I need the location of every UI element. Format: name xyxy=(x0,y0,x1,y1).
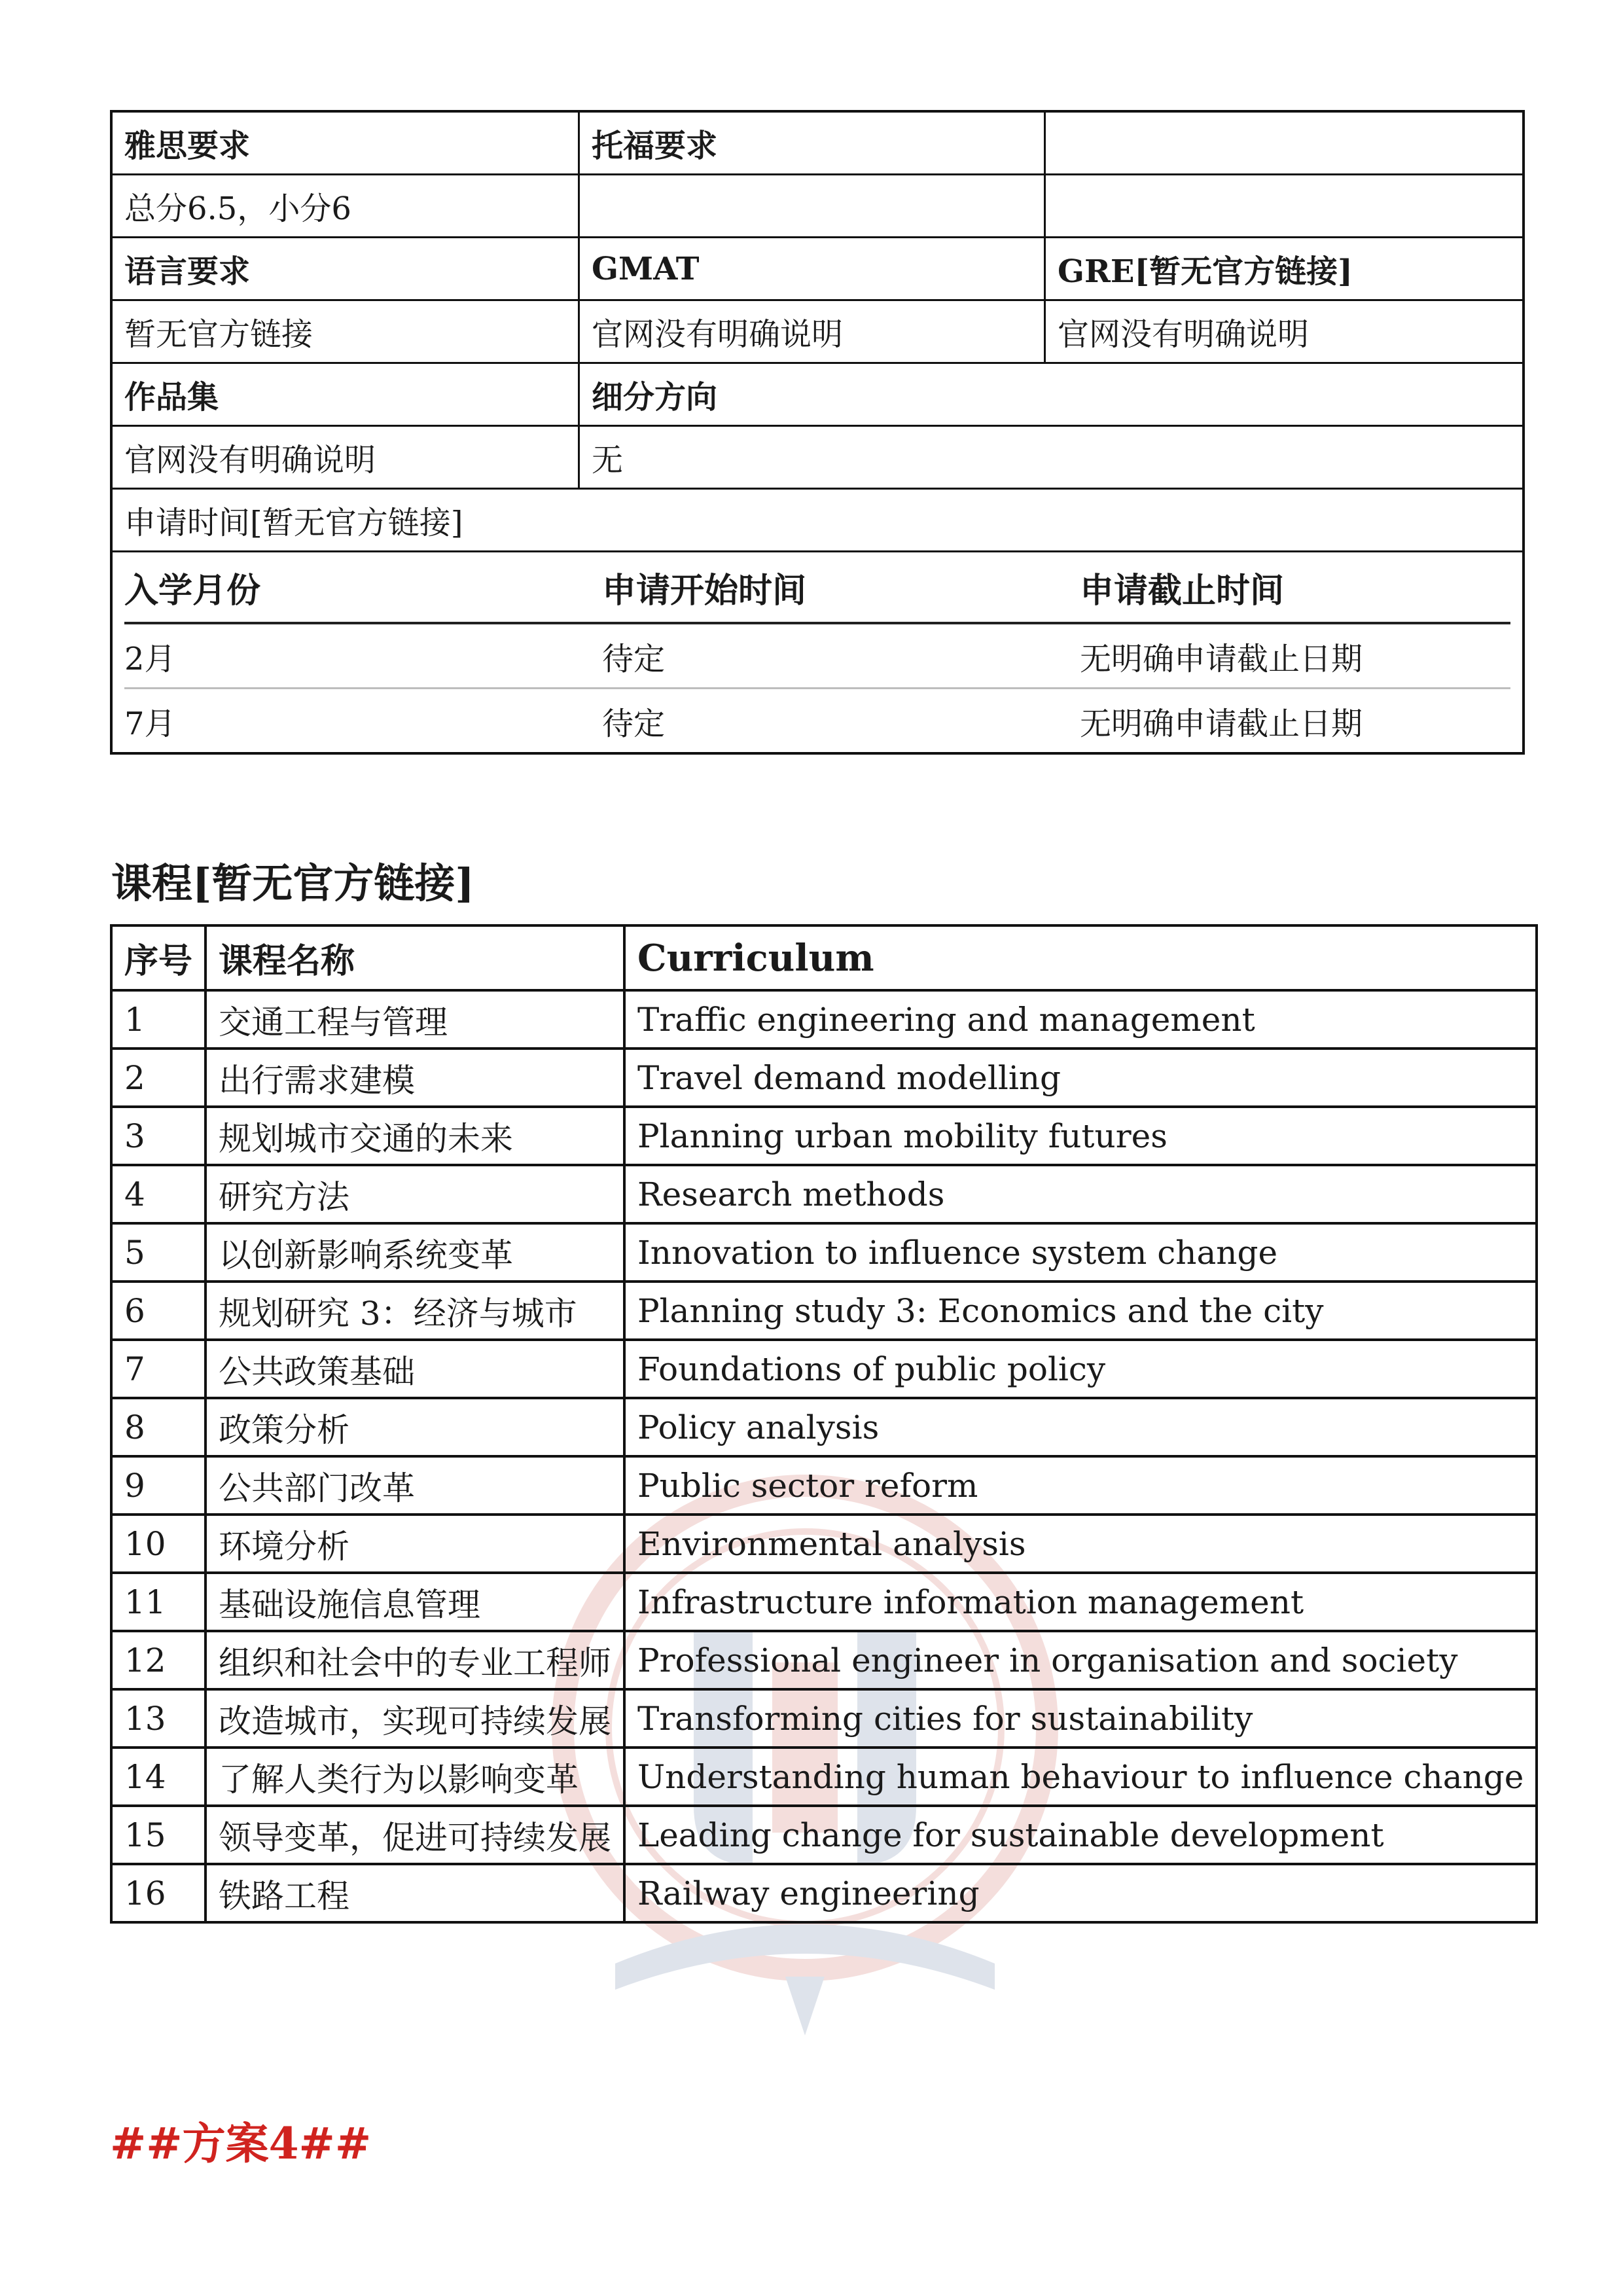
dates-row xyxy=(124,689,1510,752)
course-name-cn: 规划城市交通的未来 xyxy=(205,1107,624,1165)
course-index: 7 xyxy=(111,1340,205,1398)
application-time-label: 申请时间[暂无官方链接] xyxy=(124,505,463,541)
deadline: 无明确申请截止日期 xyxy=(1080,640,1363,677)
direction-value: 无 xyxy=(592,442,624,478)
table-row xyxy=(111,1806,1537,1864)
course-index: 12 xyxy=(111,1631,205,1689)
language-value: 暂无官方链接 xyxy=(113,301,580,362)
table-row xyxy=(111,1165,1537,1223)
intake-month: 7月 xyxy=(124,705,176,742)
course-index: 2 xyxy=(111,1049,205,1107)
req-row-values-1 xyxy=(113,175,1522,238)
dates-row xyxy=(124,624,1510,689)
req-row-values-2 xyxy=(113,301,1522,364)
table-row xyxy=(111,1573,1537,1631)
course-name-en: Policy analysis xyxy=(624,1398,1537,1456)
course-index: 10 xyxy=(111,1515,205,1573)
course-name-cn: 研究方法 xyxy=(205,1165,624,1223)
course-name-en: Environmental analysis xyxy=(624,1515,1537,1573)
req-row-values-3 xyxy=(113,427,1522,490)
course-name-en: Public sector reform xyxy=(624,1456,1537,1515)
deadline: 无明确申请截止日期 xyxy=(1080,705,1363,742)
gmat-value: 官网没有明确说明 xyxy=(580,301,1046,362)
course-name-en: Planning urban mobility futures xyxy=(624,1107,1537,1165)
course-name-cn: 公共部门改革 xyxy=(205,1456,624,1515)
course-name-en: Infrastructure information management xyxy=(624,1573,1537,1631)
empty-cell xyxy=(1046,175,1522,236)
plan-heading: ##方案4## xyxy=(110,2118,372,2169)
course-name-cn: 政策分析 xyxy=(205,1398,624,1456)
start-time: 待定 xyxy=(602,705,666,742)
course-name-cn: 出行需求建模 xyxy=(205,1049,624,1107)
direction-label: 细分方向 xyxy=(592,379,718,416)
course-name-cn: 铁路工程 xyxy=(205,1864,624,1922)
table-row xyxy=(111,1282,1537,1340)
course-name-cn: 领导变革，促进可持续发展 xyxy=(205,1806,624,1864)
gmat-label: GMAT xyxy=(580,238,1046,299)
course-name-cn: 环境分析 xyxy=(205,1515,624,1573)
course-name-en: Planning study 3: Economics and the city xyxy=(624,1282,1537,1340)
table-row xyxy=(111,1631,1537,1689)
course-name-cn: 组织和社会中的专业工程师 xyxy=(205,1631,624,1689)
table-row xyxy=(111,1748,1537,1806)
courses-body xyxy=(111,990,1537,1922)
course-name-cn: 基础设施信息管理 xyxy=(205,1573,624,1631)
table-row xyxy=(111,1515,1537,1573)
course-index: 5 xyxy=(111,1223,205,1282)
course-index: 3 xyxy=(111,1107,205,1165)
course-index: 4 xyxy=(111,1165,205,1223)
table-row xyxy=(111,1689,1537,1748)
start-time-header: 申请开始时间 xyxy=(602,570,807,611)
gre-value: 官网没有明确说明 xyxy=(1058,316,1310,353)
requirements-table xyxy=(110,110,1525,755)
course-name-en: Transforming cities for sustainability xyxy=(624,1689,1537,1748)
course-name-cn: 规划研究 3：经济与城市 xyxy=(205,1282,624,1340)
dates-header xyxy=(124,552,1510,624)
course-name-en: Travel demand modelling xyxy=(624,1049,1537,1107)
empty-cell xyxy=(1046,113,1522,173)
req-row-application-time xyxy=(113,490,1522,552)
course-index: 15 xyxy=(111,1806,205,1864)
language-label: 语言要求 xyxy=(113,238,580,299)
courses-title: 课程[暂无官方链接] xyxy=(111,859,474,907)
portfolio-label: 作品集 xyxy=(113,364,580,425)
course-index: 9 xyxy=(111,1456,205,1515)
course-name-en: Railway engineering xyxy=(624,1864,1537,1922)
course-name-en: Leading change for sustainable development xyxy=(624,1806,1537,1864)
gre-label: GRE[暂无官方链接] xyxy=(1058,253,1353,290)
course-index: 16 xyxy=(111,1864,205,1922)
table-row xyxy=(111,1049,1537,1107)
course-name-en: Understanding human behaviour to influence change xyxy=(624,1748,1537,1806)
start-time: 待定 xyxy=(602,640,666,677)
table-row xyxy=(111,1340,1537,1398)
application-dates xyxy=(113,552,1522,752)
course-name-en: Traffic engineering and management xyxy=(624,990,1537,1049)
table-row xyxy=(111,1864,1537,1922)
intake-month: 2月 xyxy=(124,640,176,677)
courses-table xyxy=(110,924,1538,1924)
course-name-en: Foundations of public policy xyxy=(624,1340,1537,1398)
req-row-header-2 xyxy=(113,238,1522,301)
course-index: 13 xyxy=(111,1689,205,1748)
intake-month-header: 入学月份 xyxy=(124,570,261,611)
ielts-label: 雅思要求 xyxy=(113,113,580,173)
ielts-value: 总分6.5，小分6 xyxy=(113,175,580,236)
index-header: 序号 xyxy=(111,925,205,990)
portfolio-value: 官网没有明确说明 xyxy=(113,427,580,488)
req-row-header-1 xyxy=(113,113,1522,175)
table-row xyxy=(111,1107,1537,1165)
course-name-cn: 交通工程与管理 xyxy=(205,990,624,1049)
toefl-label: 托福要求 xyxy=(580,113,1046,173)
table-row xyxy=(111,1223,1537,1282)
course-index: 11 xyxy=(111,1573,205,1631)
course-name-header: 课程名称 xyxy=(205,925,624,990)
courses-header-row xyxy=(111,925,1537,990)
table-row xyxy=(111,1398,1537,1456)
course-index: 1 xyxy=(111,990,205,1049)
req-row-header-3 xyxy=(113,364,1522,427)
course-name-cn: 以创新影响系统变革 xyxy=(205,1223,624,1282)
course-name-cn: 了解人类行为以影响变革 xyxy=(205,1748,624,1806)
course-index: 6 xyxy=(111,1282,205,1340)
table-row xyxy=(111,1456,1537,1515)
course-index: 8 xyxy=(111,1398,205,1456)
deadline-header: 申请截止时间 xyxy=(1080,570,1285,611)
course-index: 14 xyxy=(111,1748,205,1806)
toefl-value xyxy=(580,175,1046,236)
course-name-en: Professional engineer in organisation and society xyxy=(624,1631,1537,1689)
course-name-en: Innovation to influence system change xyxy=(624,1223,1537,1282)
curriculum-header: Curriculum xyxy=(624,925,1537,990)
table-row xyxy=(111,990,1537,1049)
course-name-cn: 改造城市，实现可持续发展 xyxy=(205,1689,624,1748)
course-name-en: Research methods xyxy=(624,1165,1537,1223)
course-name-cn: 公共政策基础 xyxy=(205,1340,624,1398)
